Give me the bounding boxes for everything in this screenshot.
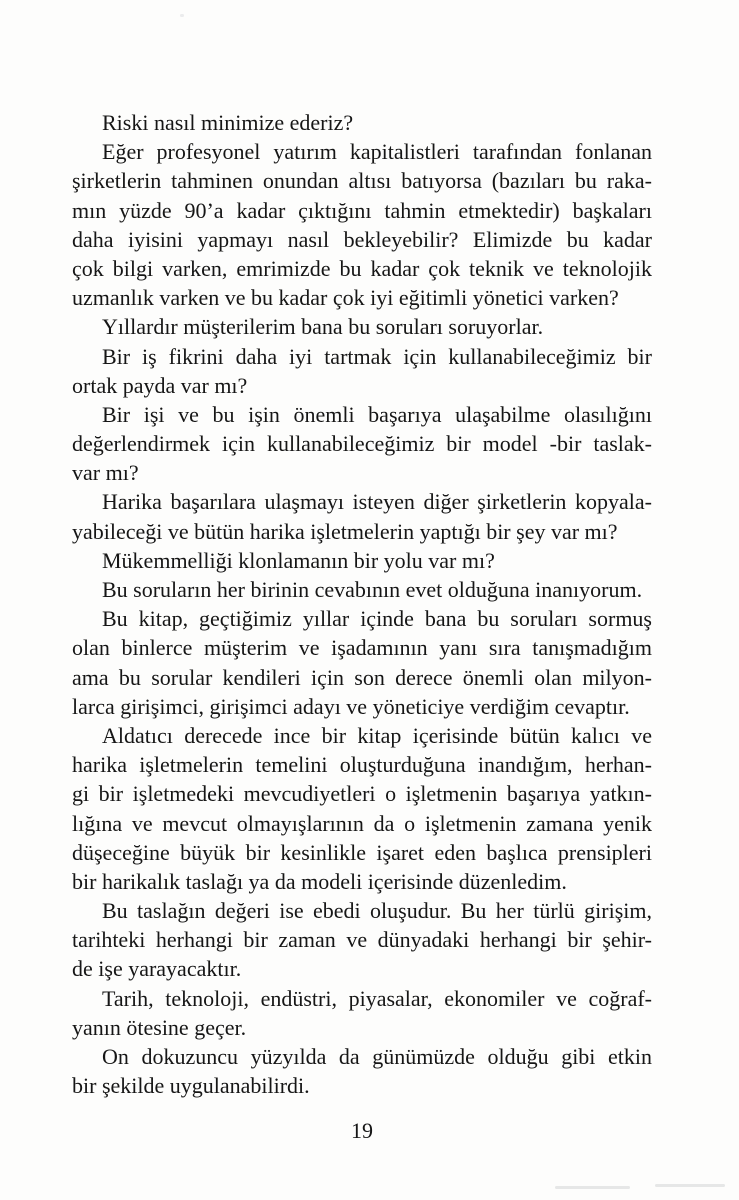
text-line: şirketlerin tahminen onundan altısı batıyorsa (bazıları bu raka- <box>72 168 652 194</box>
text-line: ama bu sorular kendileri için son derece önemli olan milyon- <box>72 664 652 690</box>
text-line: olan binlerce müşterim ve işadamının yanı sıra tanışmadığım <box>72 635 652 661</box>
text-line: yanın ötesine geçer. <box>72 1014 247 1040</box>
paragraph <box>72 575 652 604</box>
text-line: yabileceği ve bütün harika işletmelerin yaptığı bir şey var mı? <box>72 518 618 544</box>
paragraph <box>72 984 652 1042</box>
text-line: Harika başarılara ulaşmayı isteyen diğer şirketlerin kopyala- <box>102 489 652 515</box>
text-block <box>72 108 652 1100</box>
scan-artifact <box>555 1186 630 1189</box>
text-line: Bir iş fikrini daha iyi tartmak için kullanabileceğimiz bir <box>102 343 652 369</box>
text-line: Mükemmelliği klonlamanın bir yolu var mı? <box>102 547 495 573</box>
text-line: Bir işi ve bu işin önemli başarıya ulaşabilme olasılığını <box>102 401 652 427</box>
text-line: çok bilgi varken, emrimizde bu kadar çok teknik ve teknolojik <box>72 255 652 281</box>
paragraph <box>72 487 652 545</box>
paragraph <box>72 546 652 575</box>
page-number: 19 <box>351 1118 373 1143</box>
text-line: Eğer profesyonel yatırım kapitalistleri tarafından fonlanan <box>102 139 652 165</box>
paragraph <box>72 1042 652 1100</box>
text-line: Riski nasıl minimize ederiz? <box>102 110 354 135</box>
text-line: bir şekilde uygulanabilirdi. <box>72 1073 310 1099</box>
text-line: daha iyisini yapmayı nasıl bekleyebilir? Elimizde bu kadar <box>72 226 652 252</box>
text-line: Bu kitap, geçtiğimiz yıllar içinde bana bu soruları sormuş <box>102 606 652 632</box>
text-line: mın yüzde 90’a kadar çıktığını tahmin etmektedir) başkaları <box>72 197 652 223</box>
text-line: Yıllardır müşterilerim bana bu soruları soruyorlar. <box>102 314 544 340</box>
text-line: düşeceğine büyük bir kesinlikle işaret eden başlıca prensipleri <box>72 839 652 865</box>
paragraph <box>72 400 652 488</box>
text-line: gi bir işletmedeki mevcudiyetleri o işletmenin başarıya yatkın- <box>72 781 652 807</box>
paragraph <box>72 137 652 312</box>
text-line: Bu taslağın değeri ise ebedi oluşudur. Bu her türlü girişim, <box>102 898 652 924</box>
scan-artifact <box>655 1184 725 1187</box>
paragraph <box>72 721 652 896</box>
paragraph <box>72 108 652 137</box>
text-line: değerlendirmek için kullanabileceğimiz bir model -bir taslak- <box>72 431 652 457</box>
text-line: var mı? <box>72 460 139 486</box>
text-line: Tarih, teknoloji, endüstri, piyasalar, ekonomiler ve coğraf- <box>102 985 652 1011</box>
text-line: On dokuzuncu yüzyılda da günümüzde olduğu gibi etkin <box>102 1044 652 1069</box>
text-line: tarihteki herhangi bir zaman ve dünyadaki herhangi bir şehir- <box>72 927 652 953</box>
text-line: de işe yarayacaktır. <box>72 956 242 982</box>
text-line: larca girişimci, girişimci adayı ve yöneticiye verdiğim cevaptır. <box>72 693 630 719</box>
text-line: uzmanlık varken ve bu kadar çok iyi eğitimli yönetici varken? <box>72 285 619 311</box>
text-line: harika işletmelerin temelini oluşturduğuna inandığım, herhan- <box>72 752 652 778</box>
text-line: lığına ve mevcut olmayışlarının da o işletmenin zamana yenik <box>72 810 652 836</box>
paragraph <box>72 342 652 400</box>
text-line: Aldatıcı derecede ince bir kitap içerisinde bütün kalıcı ve <box>102 722 652 748</box>
paragraph <box>72 896 652 984</box>
text-line: ortak payda var mı? <box>72 372 248 398</box>
paragraph <box>72 604 652 721</box>
text-line: Bu soruların her birinin cevabının evet olduğuna inanıyorum. <box>102 577 643 602</box>
text-line: bir harikalık taslağı ya da modeli içerisinde düzenledim. <box>72 868 567 894</box>
scan-artifact <box>180 14 184 17</box>
paragraph <box>72 312 652 341</box>
